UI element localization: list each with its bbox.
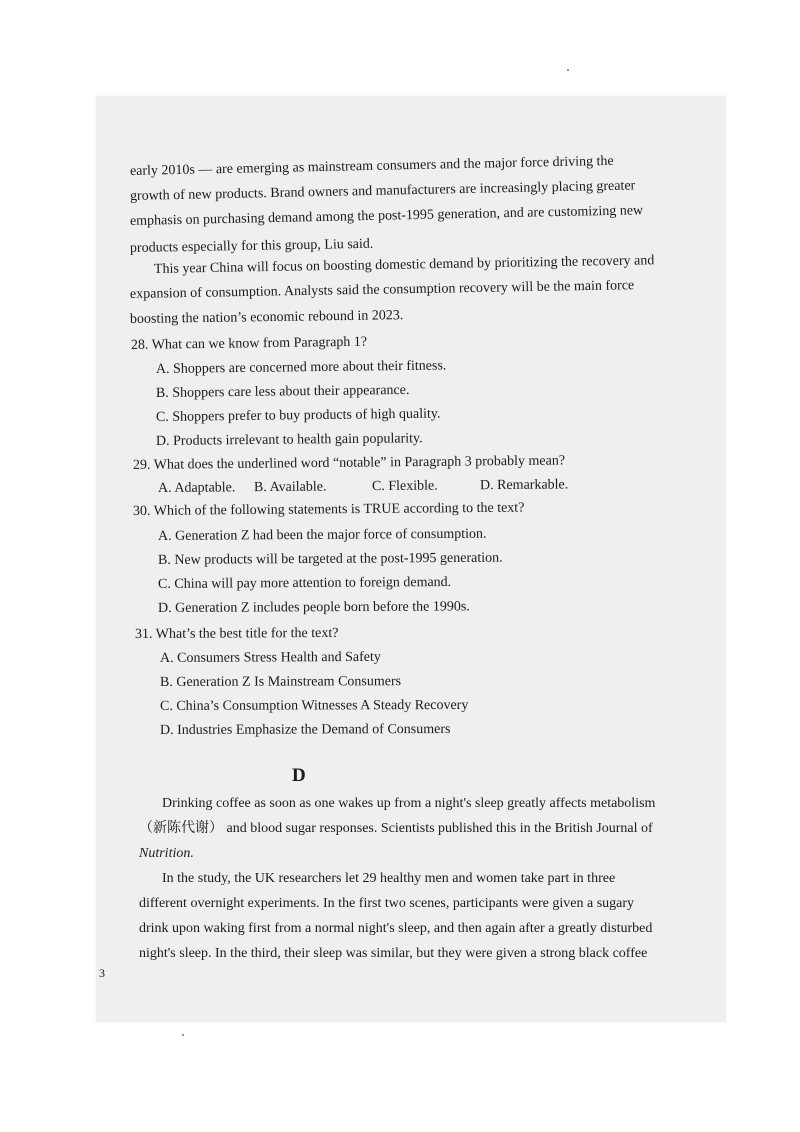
- question-option: B. Generation Z Is Mainstream Consumers: [159, 674, 402, 690]
- question-option: A. Adaptable.: [157, 480, 236, 496]
- question-options-row: [158, 476, 568, 498]
- passage-line: This year China will focus on boosting domestic demand by prioritizing the recovery and: [153, 253, 655, 277]
- question-option: D. Products irrelevant to health gain popularity.: [155, 431, 423, 449]
- passage-line: night's sleep. In the third, their sleep was similar, but they were given a strong black coffee: [139, 946, 648, 961]
- scan-speck: [182, 1034, 184, 1036]
- question-option: C. China will pay more attention to foreign demand.: [157, 574, 452, 592]
- page-number: 3: [99, 966, 105, 980]
- passage-line: different overnight experiments. In the first two scenes, participants were given a sugary: [139, 896, 635, 911]
- question-option: D. Generation Z includes people born before the 1990s.: [157, 599, 470, 616]
- passage-line: emphasis on purchasing demand among the post-1995 generation, and are customizing new: [129, 203, 644, 229]
- question-stem: 28. What can we know from Paragraph 1?: [130, 334, 368, 353]
- question-stem: 31. What’s the best title for the text?: [134, 625, 339, 642]
- question-option: B. Available.: [253, 479, 327, 496]
- question-option: C. Flexible.: [371, 478, 438, 495]
- question-option: A. Shoppers are concerned more about their fitness.: [155, 358, 447, 377]
- question-option: A. Consumers Stress Health and Safety: [159, 649, 381, 666]
- passage-line: products especially for this group, Liu said.: [129, 236, 374, 256]
- passage-line: Drinking coffee as soon as one wakes up from a night's sleep greatly affects metabolism: [162, 796, 656, 811]
- question-option: D. Industries Emphasize the Demand of Consumers: [159, 721, 451, 738]
- question-stem: 29. What does the underlined word “notable” in Paragraph 3 probably mean?: [132, 453, 566, 473]
- question-option: A. Generation Z had been the major force of consumption.: [157, 526, 487, 544]
- journal-name: Nutrition.: [139, 846, 194, 861]
- passage-line: （新陈代谢） and blood sugar responses. Scientists published this in the British Journal of: [139, 821, 653, 836]
- passage-line: In the study, the UK researchers let 29 healthy men and women take part in three: [162, 871, 616, 886]
- question-option: C. China’s Consumption Witnesses A Steady Recovery: [159, 697, 469, 714]
- passage-line: early 2010s — are emerging as mainstream consumers and the major force driving the: [129, 153, 614, 179]
- question-option: B. New products will be targeted at the post-1995 generation.: [157, 550, 503, 568]
- section-heading: D: [292, 765, 306, 786]
- question-option: C. Shoppers prefer to buy products of high quality.: [155, 406, 441, 425]
- question-stem: 30. Which of the following statements is TRUE according to the text?: [132, 500, 525, 519]
- question-option: D. Remarkable.: [479, 477, 569, 494]
- passage-line: expansion of consumption. Analysts said the consumption recovery will be the main force: [129, 278, 635, 302]
- passage-line: growth of new products. Brand owners and manufacturers are increasingly placing greater: [129, 178, 636, 204]
- question-option: B. Shoppers care less about their appearance.: [155, 382, 410, 401]
- passage-line: boosting the nation’s economic rebound in 2023.: [129, 308, 404, 327]
- passage-line: drink upon waking first from a normal night's sleep, and then again after a greatly disturbed: [139, 921, 653, 936]
